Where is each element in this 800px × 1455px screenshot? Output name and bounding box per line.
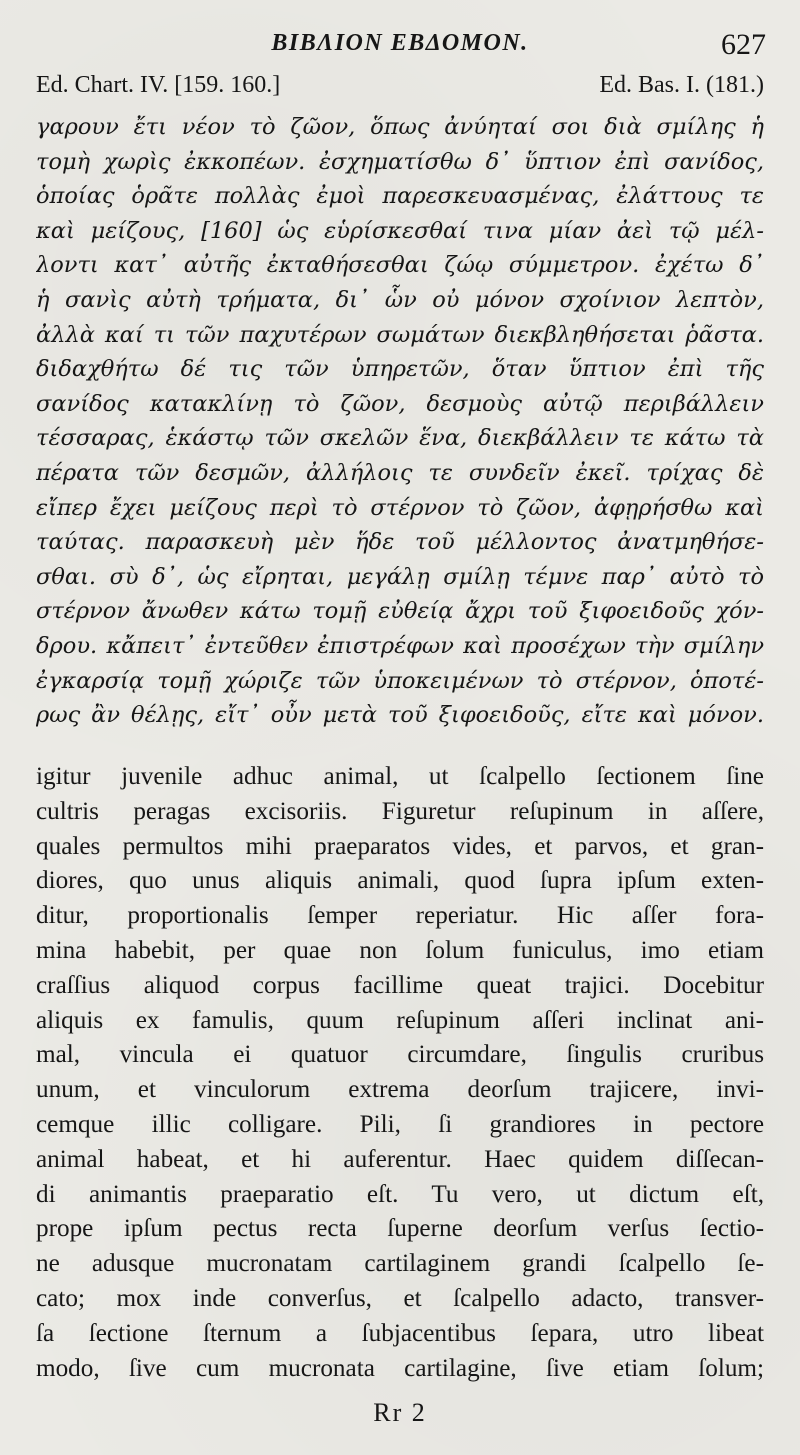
greek-line: ρως ἂν θέλῃς, εἴτ᾽ οὖν μετὰ τοῦ ξιφοειδοῦς, εἴτε καὶ μόνον. [36, 702, 764, 729]
latin-line: ditur, proportionalis ſemper reperiatur. Hic aſſer fora- [36, 902, 764, 930]
page-number: 627 [721, 28, 766, 61]
greek-text-block [36, 110, 764, 733]
greek-line: εἴπερ ἔχει μείζους περὶ τὸ στέρνον τὸ ζῶον, ἀφῃρήσθω καὶ [36, 494, 764, 521]
greek-line: σανίδος κατακλίνῃ τὸ ζῶον, δεσμοὺς αὐτῷ περιβάλλειν [36, 390, 764, 417]
edition-line [36, 72, 764, 99]
gathering-signature: Rr 2 [373, 1398, 427, 1427]
greek-line: τομὴ χωρὶς ἐκκοπέων. ἐσχηματίσθω δ᾽ ὕπτιον ἐπὶ σανίδος, [36, 148, 764, 175]
greek-line: καὶ μείζους, [160] ὡς εὑρίσκεσθαί τινα μίαν ἀεὶ τῷ μέλ- [36, 217, 764, 244]
latin-line: aliquis ex famulis, quum reſupinum aſſeri inclinat ani- [36, 1006, 764, 1034]
latin-line: cultris peragas excisoriis. Figuretur reſupinum in aſſere, [36, 797, 764, 825]
latin-line: igitur juvenile adhuc animal, ut ſcalpello ſectionem ſine [36, 763, 764, 790]
greek-line: δρου. κἄπειτ᾽ ἐντεῦθεν ἐπιστρέφων καὶ προσέχων τὴν σμίλην [36, 632, 764, 659]
latin-line: animal habeat, et hi auferentur. Haec quidem diſſecan- [36, 1145, 764, 1173]
latin-line: diores, quo unus aliquis animali, quod ſupra ipſum exten- [36, 867, 764, 895]
greek-line: ταύτας. παρασκευὴ μὲν ἥδε τοῦ μέλλοντος ἀνατμηθήσε- [36, 529, 764, 556]
latin-line: di animantis praeparatio eſt. Tu vero, ut dictum eſt, [36, 1180, 764, 1208]
latin-line: modo, ſive cum mucronata cartilagine, ſive etiam ſolum; [36, 1354, 764, 1382]
greek-line: ἀλλὰ καί τι τῶν παχυτέρων σωμάτων διεκβληθήσεται ῥᾶστα. [36, 321, 764, 348]
edition-left: Ed. Chart. IV. [159. 160.] [36, 72, 281, 98]
greek-line: γαρουν ἔτι νέον τὸ ζῶον, ὅπως ἀνύηταί σοι διὰ σμίλης ἡ [36, 114, 764, 140]
greek-line: ὁποίας ὁρᾶτε πολλὰς ἐμοὶ παρεσκευασμένας, ἐλάττους τε [36, 183, 764, 210]
latin-line: ne adusque mucronatam cartilaginem grandi ſcalpello ſe- [36, 1250, 764, 1278]
greek-line: ἐγκαρσίᾳ τομῇ χώριζε τῶν ὑποκειμένων τὸ στέρνον, ὁποτέ- [36, 667, 764, 694]
latin-line: prope ipſum pectus recta ſuperne deorſum verſus ſectio- [36, 1215, 764, 1243]
greek-line: διδαχθήτω δέ τις τῶν ὑπηρετῶν, ὅταν ὕπτιον ἐπὶ τῆς [36, 356, 764, 383]
greek-line: πέρατα τῶν δεσμῶν, ἀλλήλοις τε συνδεῖν ἐκεῖ. τρίχας δὲ [36, 459, 764, 486]
latin-line: cemque illic colligare. Pili, ſi grandiores in pectore [36, 1110, 764, 1138]
latin-line: unum, et vinculorum extrema deorſum trajicere, invi- [36, 1076, 764, 1104]
latin-line: craſſius aliquod corpus facillime queat trajici. Docebitur [36, 971, 764, 999]
greek-line: ἡ σανὶς αὐτὴ τρήματα, δι᾽ ὧν οὐ μόνον σχοίνιον λεπτὸν, [36, 286, 764, 313]
greek-line: στέρνον ἄνωθεν κάτω τομῇ εὐθείᾳ ἄχρι τοῦ ξιφοειδοῦς χόν- [36, 598, 764, 625]
latin-line: ſa ſectione ſternum a ſubjacentibus ſepara, utro libeat [36, 1319, 764, 1347]
latin-line: mina habebit, per quae non ſolum funiculus, imo etiam [36, 936, 764, 964]
latin-line: cato; mox inde converſus, et ſcalpello adacto, transver- [36, 1284, 764, 1312]
latin-line: quales permultos mihi praeparatos vides, et parvos, et gran- [36, 832, 764, 860]
greek-line: σθαι. σὺ δ᾽, ὡς εἴρηται, μεγάλῃ σμίλῃ τέμνε παρ᾽ αὐτὸ τὸ [36, 563, 764, 590]
latin-text-block [36, 760, 764, 1386]
greek-line: λοντι κατ᾽ αὐτῆς ἐκταθήσεσθαι ζώῳ σύμμετρον. ἐχέτω δ᾽ [36, 252, 764, 279]
running-title: BIBΛΙΟΝ EBΔΟΜΟΝ. [271, 30, 529, 56]
edition-right: Ed. Bas. I. (181.) [599, 72, 764, 98]
latin-line: mal, vincula ei quatuor circumdare, ſingulis cruribus [36, 1041, 764, 1069]
greek-line: τέσσαρας, ἑκάστῳ τῶν σκελῶν ἕνα, διεκβάλλειν τε κάτω τὰ [36, 425, 764, 452]
